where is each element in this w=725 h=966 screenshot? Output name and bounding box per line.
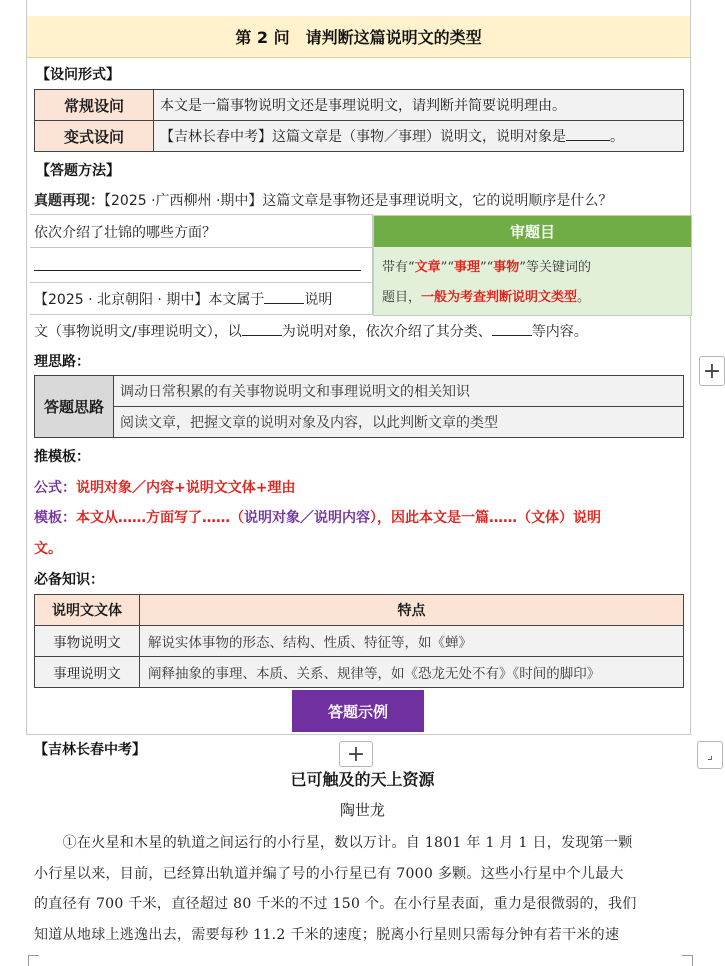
- real-question-line-2: 依次介绍了壮锦的哪些方面？: [34, 225, 216, 241]
- page-border-left: [26, 0, 27, 735]
- thinking-item: 调动日常积累的有关事物说明文和事理说明文的相关知识: [114, 376, 684, 407]
- model-text: 本文从……方面写了……（: [76, 510, 244, 526]
- real-question-line-4: [34, 321, 588, 341]
- formula-label: 公式：: [34, 480, 76, 496]
- review-title: 审题目: [374, 216, 691, 247]
- divider: [30, 247, 373, 248]
- question-title: 第 2 问 请判断这篇说明文的类型: [27, 16, 690, 58]
- template-heading: 推模板：: [34, 449, 90, 465]
- table-cell: 事物说明文: [35, 626, 140, 657]
- page-border-bottom: [26, 734, 691, 735]
- column-header: 说明文文体: [35, 595, 140, 626]
- page-border-right: [690, 0, 691, 735]
- expand-button[interactable]: [697, 741, 723, 769]
- model-text: 说明对象／说明内容: [244, 510, 370, 526]
- table-cell: 阐释抽象的事理、本质、关系、规律等，如《恐龙无处不有》《时间的脚印》: [140, 657, 684, 688]
- real-question-text: 文（事物说明文/事理说明文），以: [34, 324, 242, 340]
- divider: [30, 282, 373, 283]
- table-row: [35, 657, 684, 688]
- article-source: 【吉林长春中考】: [34, 742, 146, 758]
- real-question-text: 等内容。: [531, 324, 588, 340]
- model-line-1: [34, 507, 601, 527]
- real-question-label: 真题再现：: [34, 193, 104, 209]
- table-row: [35, 407, 684, 438]
- model-line-2: 文。: [34, 541, 62, 557]
- answer-line: [34, 270, 361, 271]
- add-block-button[interactable]: [339, 741, 373, 767]
- article-author: 陶世龙: [339, 801, 385, 819]
- table-row: [35, 121, 684, 152]
- knowledge-table: [34, 594, 684, 688]
- answer-example-banner: 答题示例: [292, 690, 424, 732]
- knowledge-heading: 必备知识：: [34, 572, 104, 588]
- variant-question-label: 变式设问: [35, 121, 154, 152]
- question-form-table: [34, 89, 684, 152]
- real-question-text: 【2025 · 北京朝阳 · 期中】本文属于: [34, 292, 265, 308]
- expand-icon: ⌟: [707, 748, 713, 762]
- table-row: [35, 626, 684, 657]
- side-add-button[interactable]: [699, 356, 725, 386]
- answer-blank: [264, 289, 304, 304]
- table-row: [35, 595, 684, 626]
- article-line: 知道从地球上逃逸出去，需要每秒 11.2 千米的速度；脱离小行星则只需每分钟有若干米的速: [34, 926, 620, 943]
- table-cell: 事理说明文: [35, 657, 140, 688]
- real-question-text: 说明: [304, 292, 333, 308]
- model-label: 模板：: [34, 510, 76, 526]
- divider: [30, 214, 373, 215]
- article-line: 的直径有 700 千米，直径超过 80 千米的不过 150 个。在小行星表面，重力是很微弱的，我们: [34, 896, 637, 912]
- real-question-line-1: [34, 190, 612, 210]
- variant-question-suffix: 。: [610, 129, 624, 145]
- thinking-heading: 理思路：: [34, 354, 90, 370]
- formula-line: [34, 477, 295, 497]
- answer-blank: [242, 321, 282, 336]
- table-row: [35, 376, 684, 407]
- page-corner-mark: [28, 955, 39, 966]
- answer-blank: [566, 126, 610, 141]
- regular-question-content: 本文是一篇事物说明文还是事理说明文，请判断并简要说明理由。: [154, 90, 684, 121]
- page-corner-mark: [682, 955, 693, 966]
- article-title: 已可触及的天上资源: [290, 770, 435, 789]
- plus-icon: +: [702, 358, 722, 384]
- column-header: 特点: [140, 595, 684, 626]
- table-cell: 解说实体事物的形态、结构、性质、特征等，如《蝉》: [140, 626, 684, 657]
- regular-question-label: 常规设问: [35, 90, 154, 121]
- article-line: 小行星以来，目前，已经算出轨道并编了号的小行星已有 7000 多颗。这些小行星中个儿最大: [34, 865, 624, 882]
- real-question-text: 为说明对象，依次介绍了其分类、: [281, 324, 492, 340]
- article-line: ①在火星和木星的轨道之间运行的小行星，数以万计。自 1801 年 1 月 1 日，发现第一颗: [34, 835, 633, 851]
- variant-question-content: [154, 121, 684, 152]
- form-heading: 【设问形式】: [36, 67, 120, 83]
- method-heading: 【答题方法】: [36, 163, 120, 179]
- thinking-table: [34, 375, 684, 438]
- variant-question-text: 【吉林长春中考】这篇文章是（事物／事理）说明文，说明对象是: [160, 129, 566, 145]
- model-text: ），因此本文是一篇……（文体）说明: [370, 510, 601, 526]
- thinking-item: 阅读文章，把握文章的说明对象及内容，以此判断文章的类型: [114, 407, 684, 438]
- thinking-label: 答题思路: [35, 376, 114, 438]
- review-text: 带有“文章”“事理”“事物”等关键词的 题目，一般为考查判断说明文类型。: [382, 260, 591, 305]
- answer-blank: [492, 321, 532, 336]
- table-row: [35, 90, 684, 121]
- real-question-line-3: [34, 289, 332, 309]
- article-paragraph: [34, 828, 686, 950]
- review-box: [373, 215, 692, 316]
- plus-icon: +: [346, 741, 366, 767]
- real-question-text: 【2025 ·广西柳州 ·期中】这篇文章是事物还是事理说明文，它的说明顺序是什么？: [104, 193, 613, 209]
- formula-text: 说明对象／内容+说明文文体+理由: [76, 480, 296, 496]
